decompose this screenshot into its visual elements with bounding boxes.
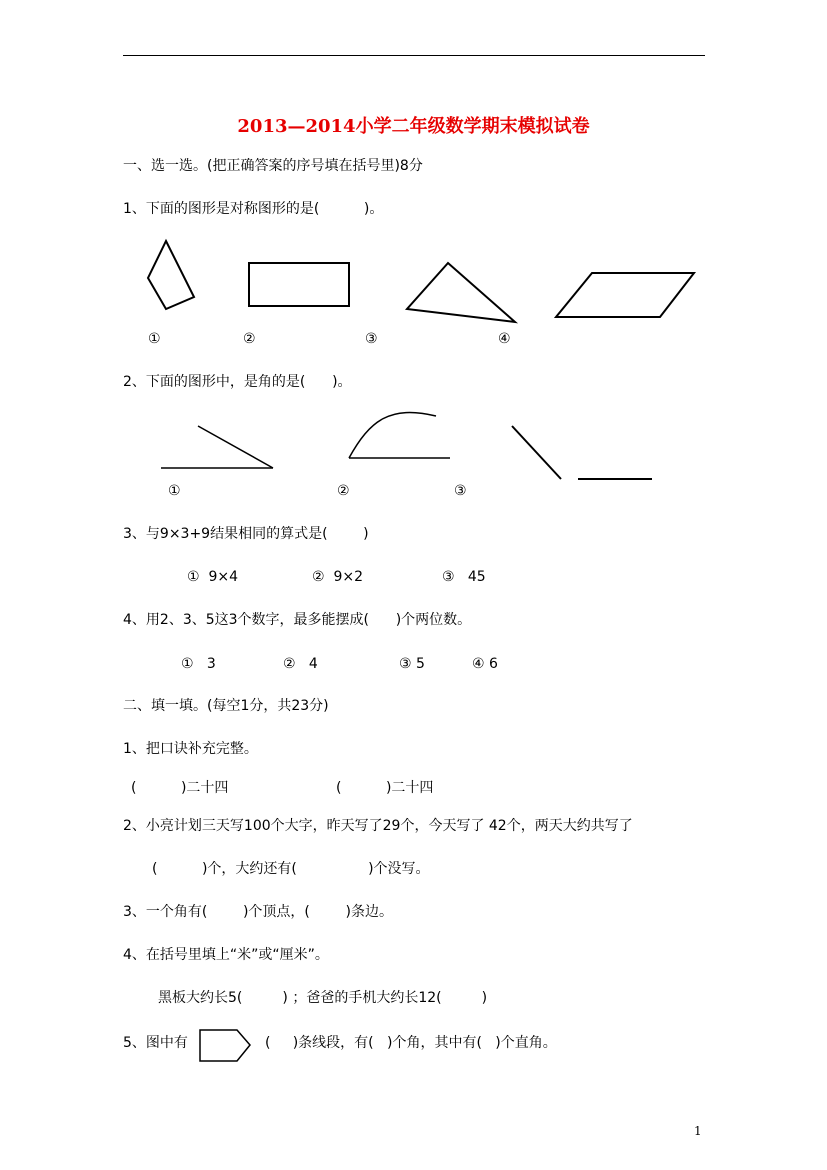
q2-option-3: ③ bbox=[454, 483, 467, 499]
q3-option-1: ① 9×4 bbox=[187, 569, 238, 585]
s2-q2-line2[interactable]: ( )个，大约还有( )个没写。 bbox=[152, 861, 430, 877]
q1-option-4: ④ bbox=[498, 331, 511, 347]
page-title: 2013—2014小学二年级数学期末模拟试卷 bbox=[237, 116, 590, 137]
q4-option-2: ② 4 bbox=[283, 656, 318, 672]
s2-q5-suffix[interactable]: ( )条线段，有( )个角，其中有( )个直角。 bbox=[265, 1035, 557, 1051]
q2-option-1: ① bbox=[168, 483, 181, 499]
q1-option-2: ② bbox=[243, 331, 256, 347]
q1-option-1: ① bbox=[148, 331, 161, 347]
section2-heading: 二、填一填。(每空1分，共23分) bbox=[123, 698, 329, 714]
q3-option-2: ② 9×2 bbox=[312, 569, 363, 585]
s2-q1-blank-2[interactable]: ( )二十四 bbox=[336, 780, 434, 796]
q4-text: 4、用2、3、5这3个数字，最多能摆成( )个两位数。 bbox=[123, 612, 472, 628]
s2-q3-text[interactable]: 3、一个角有( )个顶点，( )条边。 bbox=[123, 904, 393, 920]
s2-q4-text: 4、在括号里填上“米”或“厘米”。 bbox=[123, 947, 329, 963]
q4-option-1: ① 3 bbox=[181, 656, 216, 672]
s2-q1-blank-1[interactable]: ( )二十四 bbox=[131, 780, 229, 796]
s2-q4-line2[interactable]: 黑板大约长5( ) ；爸爸的手机大约长12( ) bbox=[158, 990, 488, 1006]
section1-heading: 一、选一选。(把正确答案的序号填在括号里)8分 bbox=[123, 158, 423, 174]
pentagon-shape bbox=[200, 1030, 250, 1061]
q1-text: 1、下面的图形是对称图形的是( )。 bbox=[123, 201, 384, 217]
q2-text: 2、下面的图形中，是角的是( )。 bbox=[123, 374, 352, 390]
q1-option-3: ③ bbox=[365, 331, 378, 347]
s2-q2-line1: 2、小亮计划三天写100个大字，昨天写了29个，今天写了 42个，两天大约共写了 bbox=[123, 818, 633, 834]
q3-option-3: ③ 45 bbox=[442, 569, 486, 585]
s2-q5-prefix: 5、图中有 bbox=[123, 1035, 188, 1051]
q4-option-3: ③ 5 bbox=[399, 656, 425, 672]
q3-text: 3、与9×3+9结果相同的算式是( ) bbox=[123, 526, 369, 542]
s2-q1-text: 1、把口诀补充完整。 bbox=[123, 741, 258, 757]
page-number: 1 bbox=[694, 1124, 702, 1138]
q4-option-4: ④ 6 bbox=[472, 656, 498, 672]
q2-option-2: ② bbox=[337, 483, 350, 499]
